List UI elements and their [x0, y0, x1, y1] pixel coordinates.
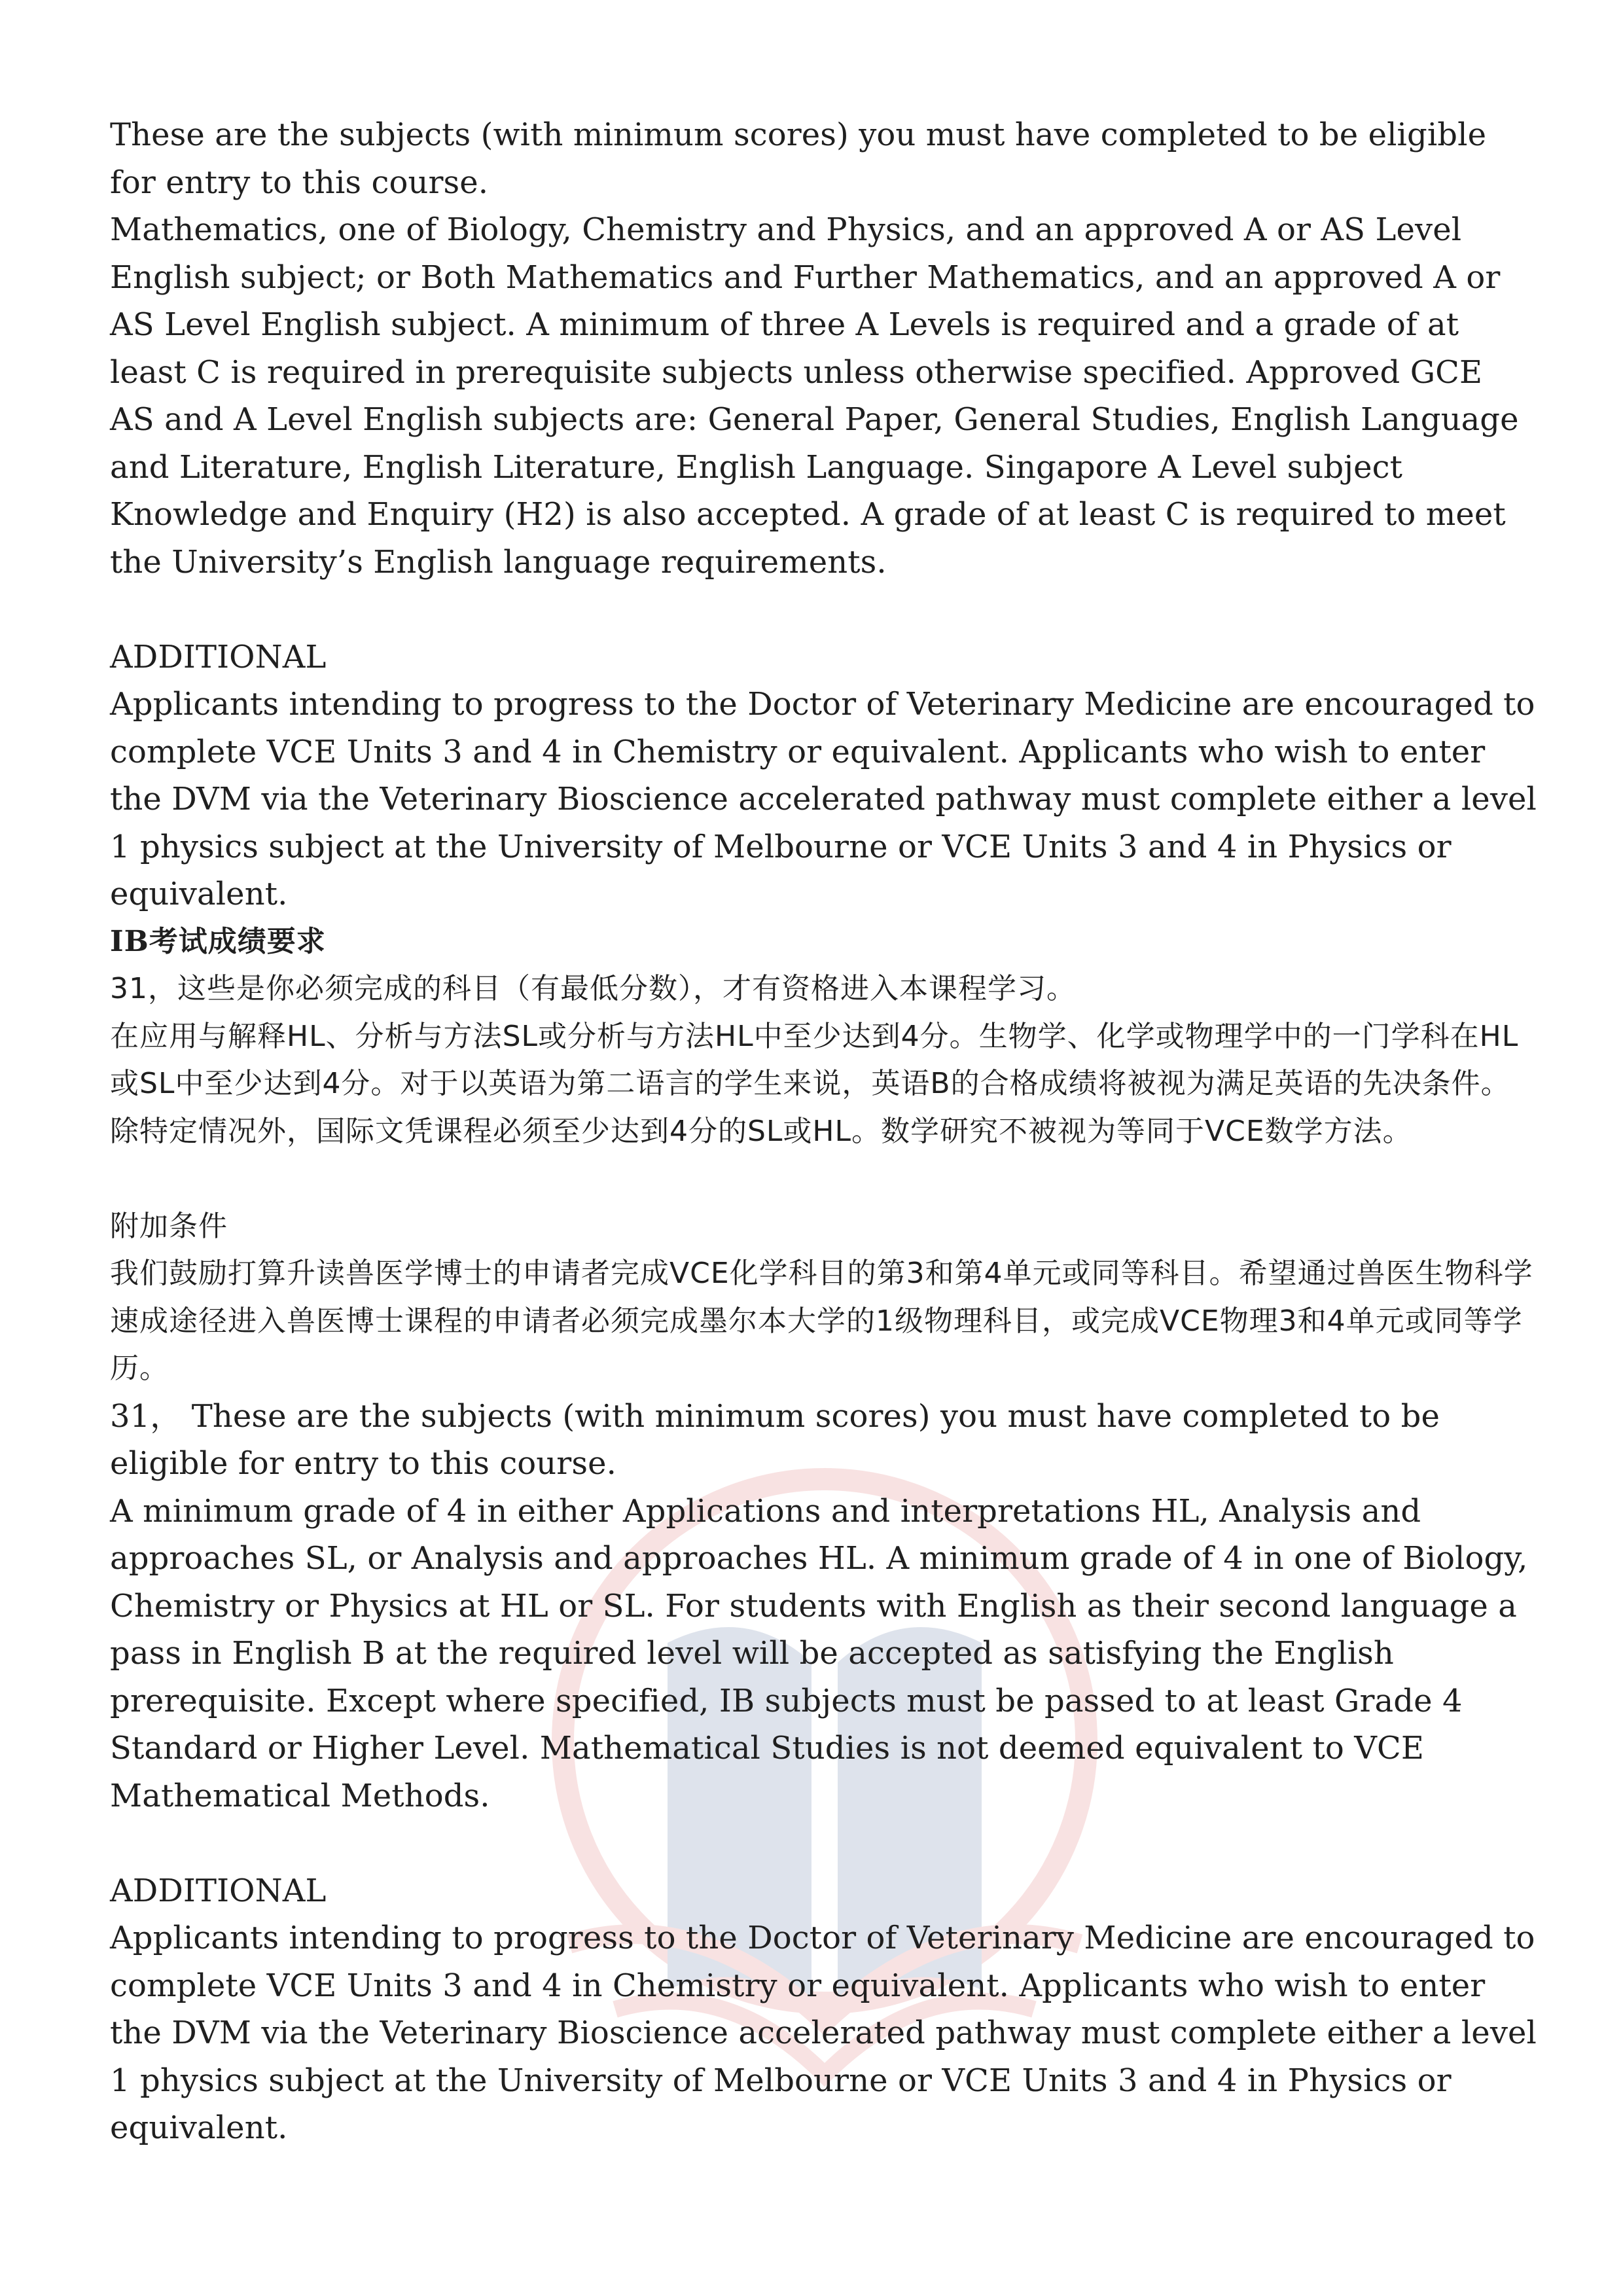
- document-content: [110, 111, 1537, 2152]
- spacer: [110, 586, 1537, 634]
- spacer: [110, 1820, 1537, 1867]
- gce-intro: These are the subjects (with minimum scores) you must have completed to be eligible for entry to this course.: [110, 117, 1487, 201]
- ib-cn-intro: 31，这些是你必须完成的科目（有最低分数），才有资格进入本课程学习。: [110, 972, 1076, 1005]
- spacer: [110, 1155, 1537, 1203]
- gce-additional-label: ADDITIONAL: [110, 638, 327, 675]
- ib-en-additional-text: Applicants intending to progress to the Doctor of Veterinary Medicine are encouraged to complete VCE Units 3 and 4 in Chemistry or equivalent. Applicants who wish to enter the DVM via the Veterinary Bioscience accelerated pathway must complete either a level 1 physics subject at the University of Melbourne or VCE Units 3 and 4 in Physics or equivalent.: [110, 1920, 1537, 2146]
- ib-en-requirements: A minimum grade of 4 in either Applications and interpretations HL, Analysis and approaches SL, or Analysis and approaches HL. A minimum grade of 4 in one of Biology, Chemistry or Physics at HL or SL. For students with English as their second language a pass in English B at the required level will be accepted as satisfying the English prerequisite. Except where specified, IB subjects must be passed to at least Grade 4 Standard or Higher Level. Mathematical Studies is not deemed equivalent to VCE Mathematical Methods.: [110, 1492, 1528, 1814]
- gce-additional-text: Applicants intending to progress to the Doctor of Veterinary Medicine are encouraged to complete VCE Units 3 and 4 in Chemistry or equivalent. Applicants who wish to enter the DVM via the Veterinary Bioscience accelerated pathway must complete either a level 1 physics subject at the University of Melbourne or VCE Units 3 and 4 in Physics or equivalent.: [110, 686, 1537, 912]
- ib-en-intro: 31， These are the subjects (with minimum scores) you must have completed to be eligible for entry to this course.: [110, 1397, 1440, 1482]
- ib-cn-additional-label: 附加条件: [110, 1209, 228, 1243]
- ib-cn-heading: IB考试成绩要求: [110, 924, 326, 958]
- ib-en-additional-label: ADDITIONAL: [110, 1872, 327, 1909]
- ib-cn-additional-text: 我们鼓励打算升读兽医学博士的申请者完成VCE化学科目的第3和第4单元或同等科目。希望通过兽医生物科学速成途径进入兽医博士课程的申请者必须完成墨尔本大学的1级物理科目，或完成VCE物理3和4单元或同等学历。: [110, 1257, 1533, 1385]
- ib-cn-requirements: 在应用与解释HL、分析与方法SL或分析与方法HL中至少达到4分。生物学、化学或物理学中的一门学科在HL或SL中至少达到4分。对于以英语为第二语言的学生来说，英语B的合格成绩将被视为满足英语的先决条件。除特定情况外，国际文凭课程必须至少达到4分的SL或HL。数学研究不被视为等同于VCE数学方法。: [110, 1019, 1519, 1148]
- gce-requirements: Mathematics, one of Biology, Chemistry and Physics, and an approved A or AS Level English subject; or Both Mathematics and Further Mathematics, and an approved A or AS Level English subject. A minimum of three A Levels is required and a grade of at least C is required in prerequisite subjects unless otherwise specified. Approved GCE AS and A Level English subjects are: General Paper, General Studies, English Language and Literature, English Literature, English Language. Singapore A Level subject Knowledge and Enquiry (H2) is also accepted. A grade of at least C is required to meet the University’s English language requirements.: [110, 211, 1519, 581]
